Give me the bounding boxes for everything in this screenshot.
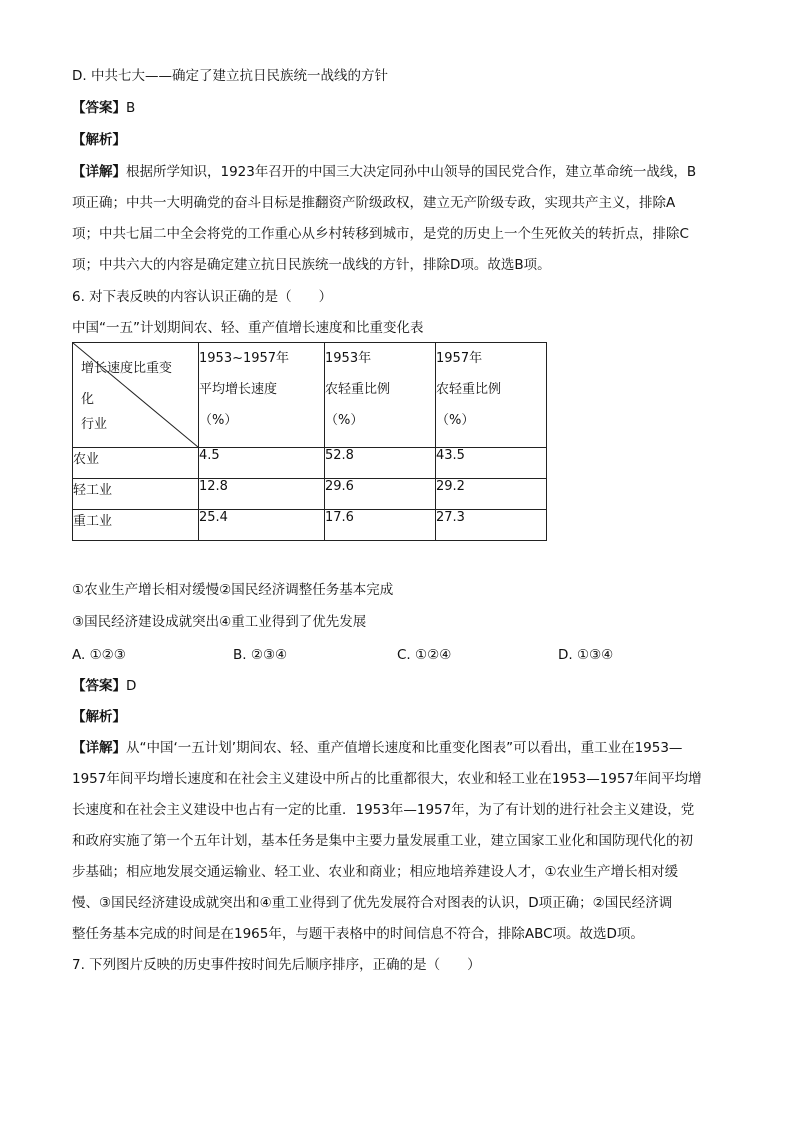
detail-line-7: 整任务基本完成的时间是在1965年，与题干表格中的时间信息不符合，排除ABC项。故选D项。	[72, 926, 644, 942]
column-header: 1953年 农轻重比例 （%）	[325, 343, 436, 448]
detail-tag: 【详解】	[72, 164, 126, 180]
table-row	[73, 448, 547, 479]
detail-line-2: 项正确；中共一大明确党的奋斗目标是推翻资产阶级政权，建立无产阶级专政，实现共产主义，排除A	[72, 195, 676, 211]
table-cell: 4.5	[199, 448, 325, 479]
corner-bottom-label: 行业	[81, 417, 108, 432]
option-d: D. ①③④	[558, 647, 614, 663]
detail-line-4: 项；中共六大的内容是确定建立抗日民族统一战线的方针，排除D项。故选B项。	[72, 257, 551, 273]
column-header: 1957年 农轻重比例 （%）	[436, 343, 547, 448]
detail-text: 根据所学知识，1923年召开的中国三大决定同孙中山领导的国民党合作，建立革命统一战线，B	[126, 164, 697, 180]
analysis-tag: 【解析】	[72, 132, 126, 148]
row-label: 重工业	[73, 510, 199, 541]
detail-line-3: 项；中共七届二中全会将党的工作重心从乡村转移到城市，是党的历史上一个生死攸关的转折点，排除C	[72, 226, 689, 242]
row-label: 轻工业	[73, 479, 199, 510]
table-header-row	[73, 343, 547, 448]
answer-line	[72, 676, 136, 696]
option-c: C. ①②④	[397, 647, 452, 663]
table-cell: 29.2	[436, 479, 547, 510]
corner-top-label: 增长速度比重变 化	[81, 361, 173, 407]
detail-line-1	[72, 162, 696, 182]
detail-line-6: 慢、③国民经济建设成就突出和④重工业得到了优先发展符合对图表的认识，D项正确；②国民经济调	[72, 895, 673, 911]
detail-line-4: 和政府实施了第一个五年计划，基本任务是集中主要力量发展重工业，建立国家工业化和国防现代化的初	[72, 833, 693, 849]
option-d-text: D. 中共七大——确定了建立抗日民族统一战线的方针	[72, 68, 388, 84]
question-7-stem: 7. 下列图片反映的历史事件按时间先后顺序排序，正确的是（ ）	[72, 957, 481, 973]
answer-value: B	[126, 100, 136, 116]
table-cell: 17.6	[325, 510, 436, 541]
detail-line-1	[72, 738, 682, 758]
table-row	[73, 510, 547, 541]
table-cell: 43.5	[436, 448, 547, 479]
statements-line-2: ③国民经济建设成就突出④重工业得到了优先发展	[72, 614, 367, 630]
answer-value: D	[126, 678, 137, 694]
analysis-tag: 【解析】	[72, 709, 126, 725]
column-header: 1953~1957年 平均增长速度 （%）	[199, 343, 325, 448]
table-cell: 29.6	[325, 479, 436, 510]
corner-header-cell	[73, 343, 199, 448]
question-6-stem: 6. 对下表反映的内容认识正确的是（ ）	[72, 289, 333, 305]
option-b: B. ②③④	[233, 647, 288, 663]
answer-tag: 【答案】	[72, 100, 126, 116]
growth-table	[72, 342, 547, 541]
answer-tag: 【答案】	[72, 678, 126, 694]
table-cell: 52.8	[325, 448, 436, 479]
detail-line-2: 1957年间平均增长速度和在社会主义建设中所占的比重都很大，农业和轻工业在1953—1957年间平均增	[72, 771, 702, 787]
answer-line	[72, 98, 135, 118]
row-label: 农业	[73, 448, 199, 479]
detail-line-5: 步基础；相应地发展交通运输业、轻工业、农业和商业；相应地培养建设人才，①农业生产增长相对缓	[72, 864, 679, 880]
detail-tag: 【详解】	[72, 740, 126, 756]
table-row	[73, 479, 547, 510]
table-title: 中国“一五”计划期间农、轻、重产值增长速度和比重变化表	[72, 320, 424, 336]
detail-line-3: 长速度和在社会主义建设中也占有一定的比重．1953年—1957年，为了有计划的进行社会主义建设，党	[72, 802, 695, 818]
table-cell: 12.8	[199, 479, 325, 510]
table-cell: 27.3	[436, 510, 547, 541]
detail-text: 从“中国‘一五计划’期间农、轻、重产值增长速度和比重变化图表”可以看出，重工业在1953—	[126, 740, 683, 756]
option-a: A. ①②③	[72, 647, 126, 663]
statements-line-1: ①农业生产增长相对缓慢②国民经济调整任务基本完成	[72, 582, 394, 598]
table-cell: 25.4	[199, 510, 325, 541]
